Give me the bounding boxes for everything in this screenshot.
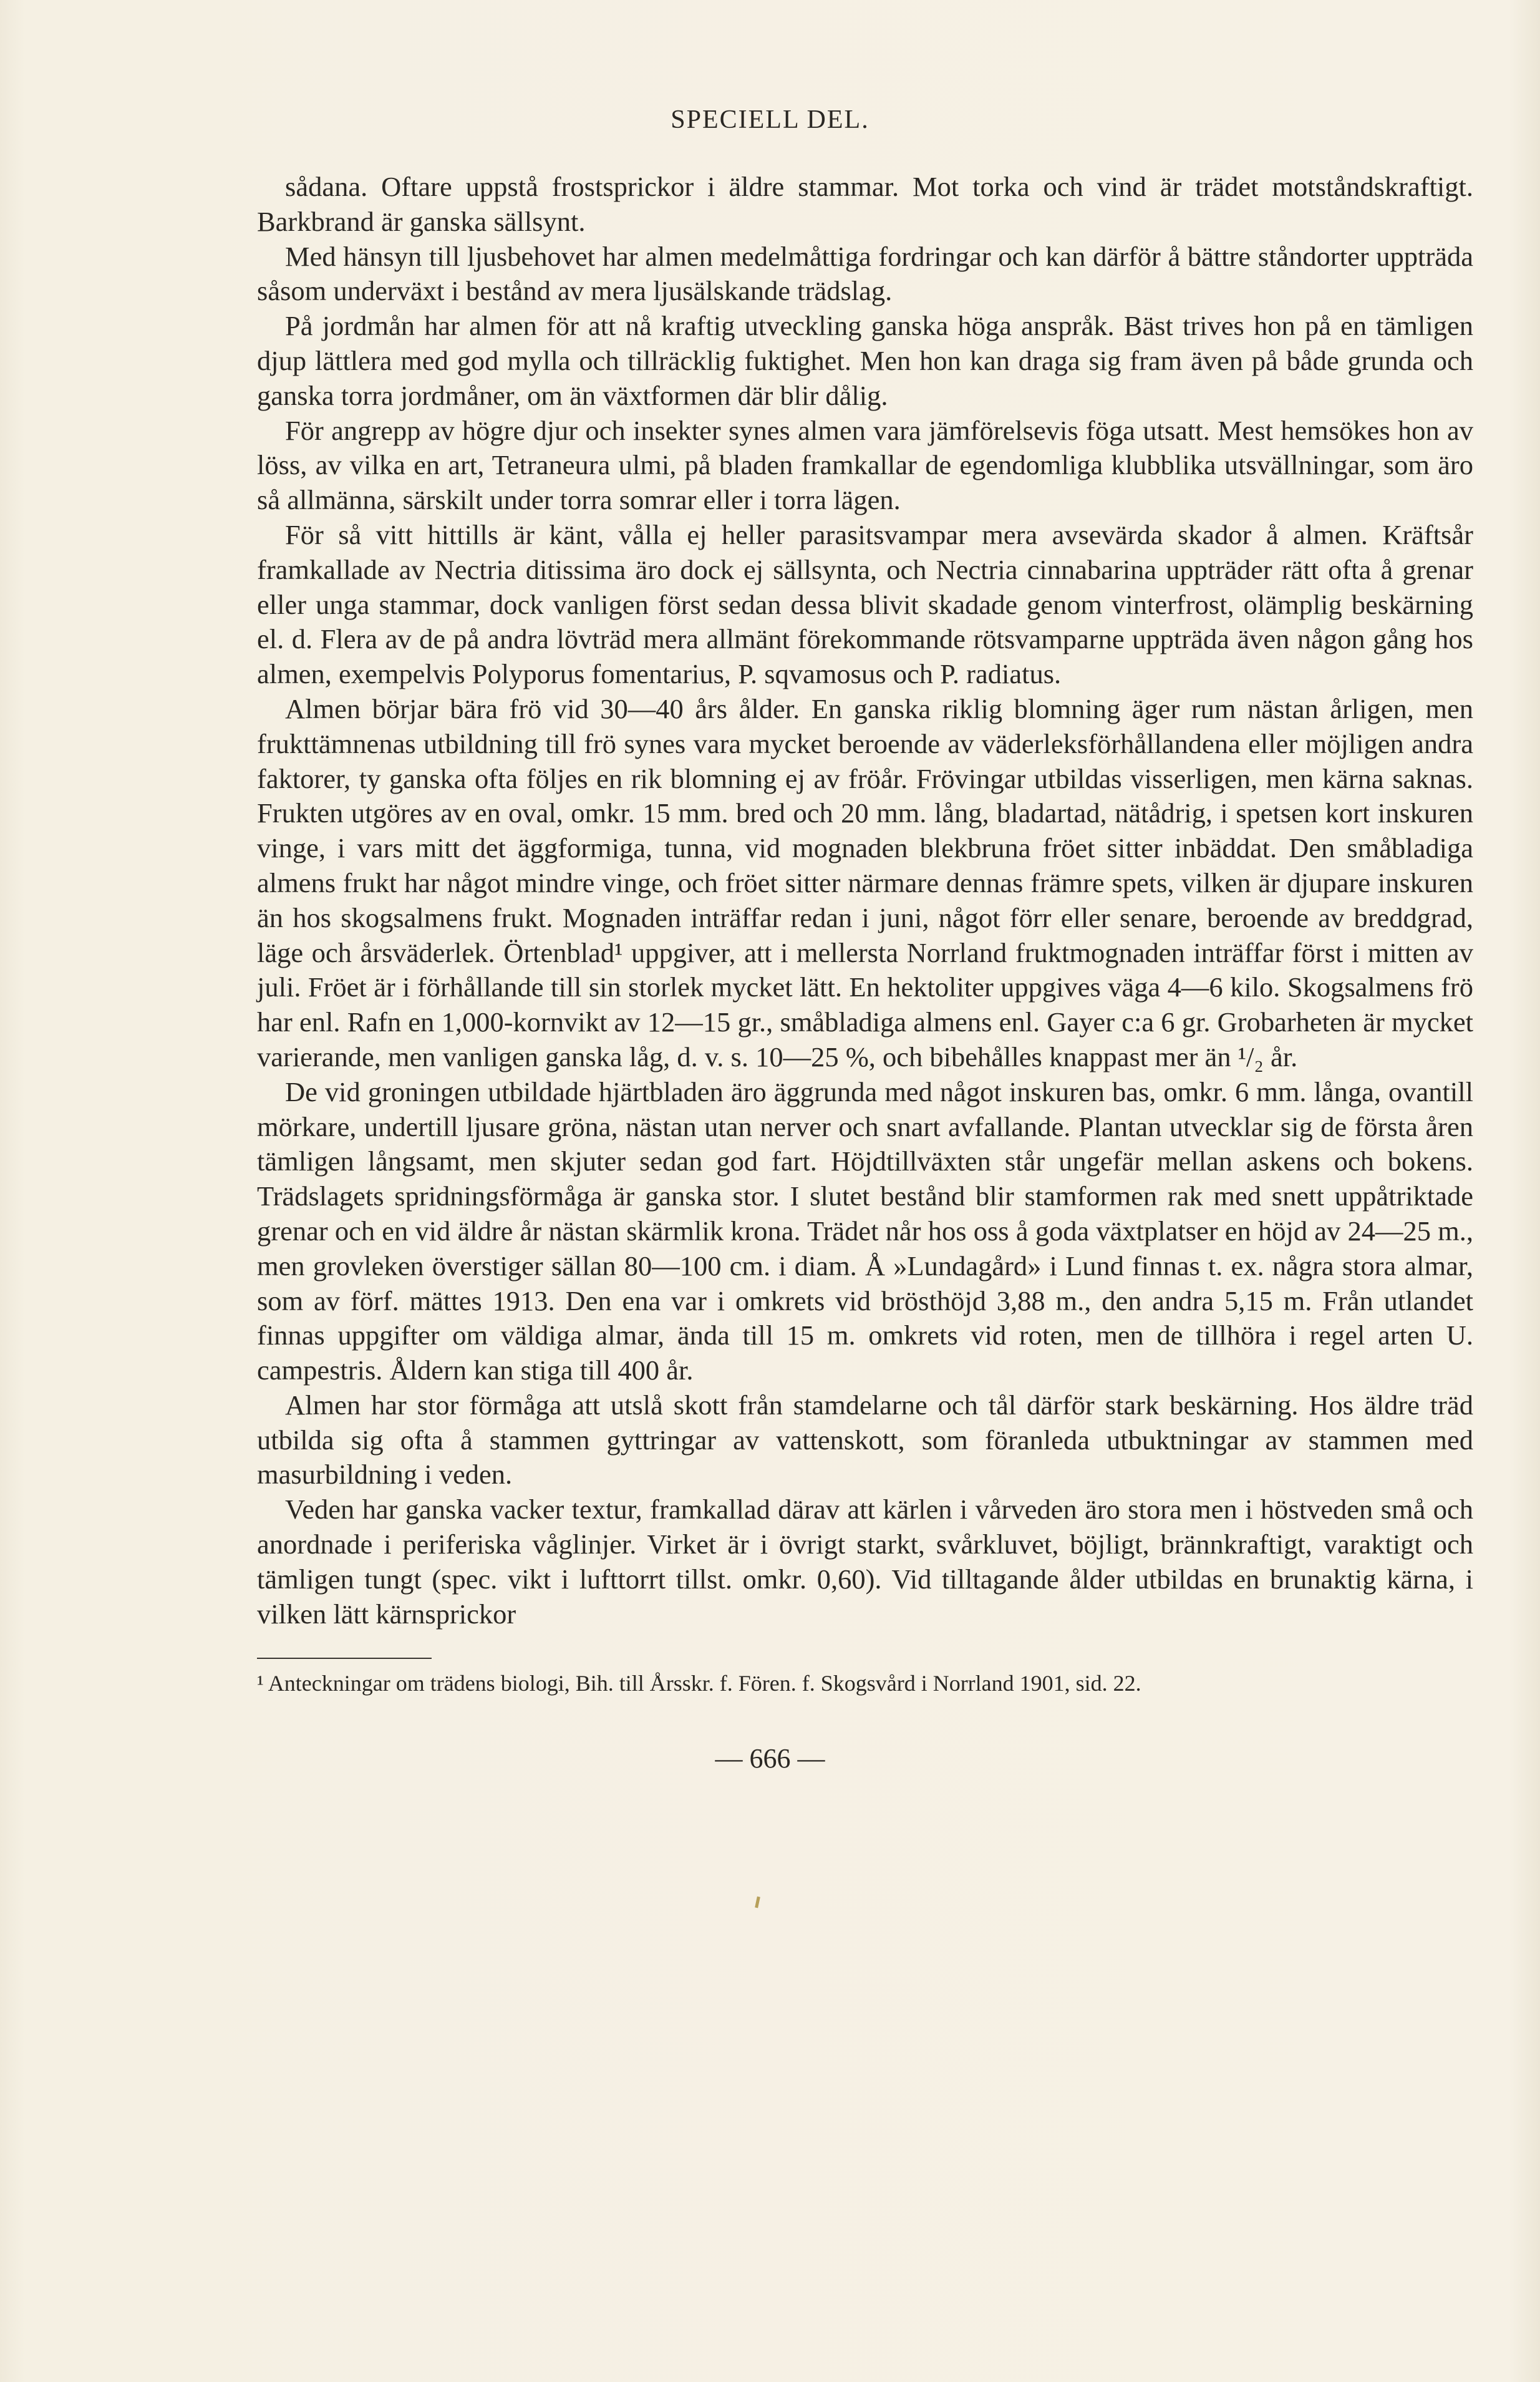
paragraph-7: De vid groningen utbildade hjärtbladen äro äggrunda med något inskuren bas, omkr. 6 mm. långa, ovantill mörkare, undertill ljusare gröna, nästan utan nerver och snart avfallande. Plantan utvecklar sig de första åren tämligen långsamt, men skjuter sedan god fart. Höjdtillväxten står ungefär mellan askens och bokens. Trädslagets spridningsförmåga är ganska stor. I slutet bestånd blir stamformen rak med snett uppåtriktade grenar och en vid äldre år nästan skärmlik krona. Trädet når hos oss å goda växtplatser en höjd av 24—25 m., men grovleken överstiger sällan 80—100 cm. i diam. Å »Lundagård» i Lund finnas t. ex. några stora almar, som av förf. mättes 1913. Den ena var i omkrets vid brösthöjd 3,88 m., den andra 5,15 m. Från utlandet finnas uppgifter om väldiga almar, ända till 15 m. omkrets vid roten, men de tillhöra i regel arten U. campestris. Åldern kan stiga till 400 år. xyxy=(257,1076,1473,1386)
footnote-rule xyxy=(257,1658,432,1659)
paragraph-9: Veden har ganska vacker textur, framkallad därav att kärlen i vårveden äro stora men i höstveden små och anordnade i periferiska våglinjer. Virket är i övrigt starkt, svårkluvet, böjligt, brännkraftigt, varaktigt och tämligen tungt (spec. vikt i lufttorrt tillst. omkr. 0,60). Vid tilltagande ålder utbildas en brunaktig kärna, i vilken lätt kärnsprickor xyxy=(257,1494,1473,1630)
paragraph-1: sådana. Oftare uppstå frostsprickor i äldre stammar. Mot torka och vind är trädet motståndskraftigt. Barkbrand är ganska sällsynt. xyxy=(257,171,1473,237)
paper-mark xyxy=(755,1897,760,1908)
body-text xyxy=(257,170,1473,1631)
paragraph-6: Almen börjar bära frö vid 30—40 års ålder. En ganska riklig blomning äger rum nästan årligen, men frukttämnenas utbildning till frö synes vara mycket beroende av väderleksförhållandena eller möjligen andra faktorer, ty ganska ofta följes en rik blomning ej av fröår. Frövingar utbildas visserligen, men kärna saknas. Frukten utgöres av en oval, omkr. 15 mm. bred och 20 mm. lång, bladartad, nätådrig, i spetsen kort inskuren vinge, i vars mitt det äggformiga, tunna, vid mognaden blekbruna fröet sitter inbäddat. Den småbladiga almens frukt har något mindre vinge, och fröet sitter närmare dennas främre spets, vilken är djupare inskuren än hos skogsalmens frukt. Mognaden inträffar redan i juni, något förr eller senare, beroende av breddgrad, läge och årsväderlek. Örtenblad¹ uppgiver, att i mellersta Norrland fruktmognaden inträffar först i mitten av juli. Fröet är i förhållande till sin storlek mycket lätt. En hektoliter uppgives väga 4—6 kilo. Skogsalmens frö har enl. Rafn en 1,000-kornvikt av 12—15 gr., småbladiga almens enl. Gayer c:a 6 gr. Grobarheten är mycket varierande, men vanligen ganska låg, d. v. s. 10—25 %, och bibehålles knappast mer än ¹/₂ år. xyxy=(257,693,1473,1072)
paragraph-5: För så vitt hittills är känt, vålla ej heller parasitsvampar mera avsevärda skador å almen. Kräftsår framkallade av Nectria ditissima äro dock ej sällsynta, och Nectria cinnabarina uppträder rätt ofta å grenar eller unga stammar, dock vanligen först sedan dessa blivit skadade genom vinterfrost, olämplig beskärning el. d. Flera av de på andra lövträd mera allmänt förekommande rötsvamparne uppträda även någon gång hos almen, exempelvis Polyporus fomentarius, P. sqvamosus och P. radiatus. xyxy=(257,518,1473,690)
paragraph-3: På jordmån har almen för att nå kraftig utveckling ganska höga anspråk. Bäst trives hon på en tämligen djup lättlera med god mylla och tillräcklig fuktighet. Men hon kan draga sig fram även på både grunda och ganska torra jordmåner, om än växtformen där blir dålig. xyxy=(257,310,1473,411)
page-number: — 666 — xyxy=(715,1743,825,1774)
paragraph-4: För angrepp av högre djur och insekter synes almen vara jämförelsevis föga utsatt. Mest hemsökes hon av löss, av vilka en art, Tetraneura ulmi, på bladen framkallar de egendomliga klubblika utsvällningar, som äro så allmänna, särskilt under torra somrar eller i torra lägen. xyxy=(257,414,1473,516)
footnote: ¹ Anteckningar om trädens biologi, Bih. till Årsskr. f. Fören. f. Skogsvård i Norrland 1901, sid. 22. xyxy=(257,1671,1141,1696)
paragraph-2: Med hänsyn till ljusbehovet har almen medelmåttiga fordringar och kan därför å bättre ståndorter uppträda såsom underväxt i bestånd av mera ljusälskande trädslag. xyxy=(257,240,1473,307)
running-header: SPECIELL DEL. xyxy=(671,105,869,134)
paragraph-8: Almen har stor förmåga att utslå skott från stamdelarne och tål därför stark beskärning. Hos äldre träd utbilda sig ofta å stammen gyttringar av vattenskott, som föranleda utbuktningar av stammen med masurbildning i veden. xyxy=(257,1389,1473,1490)
